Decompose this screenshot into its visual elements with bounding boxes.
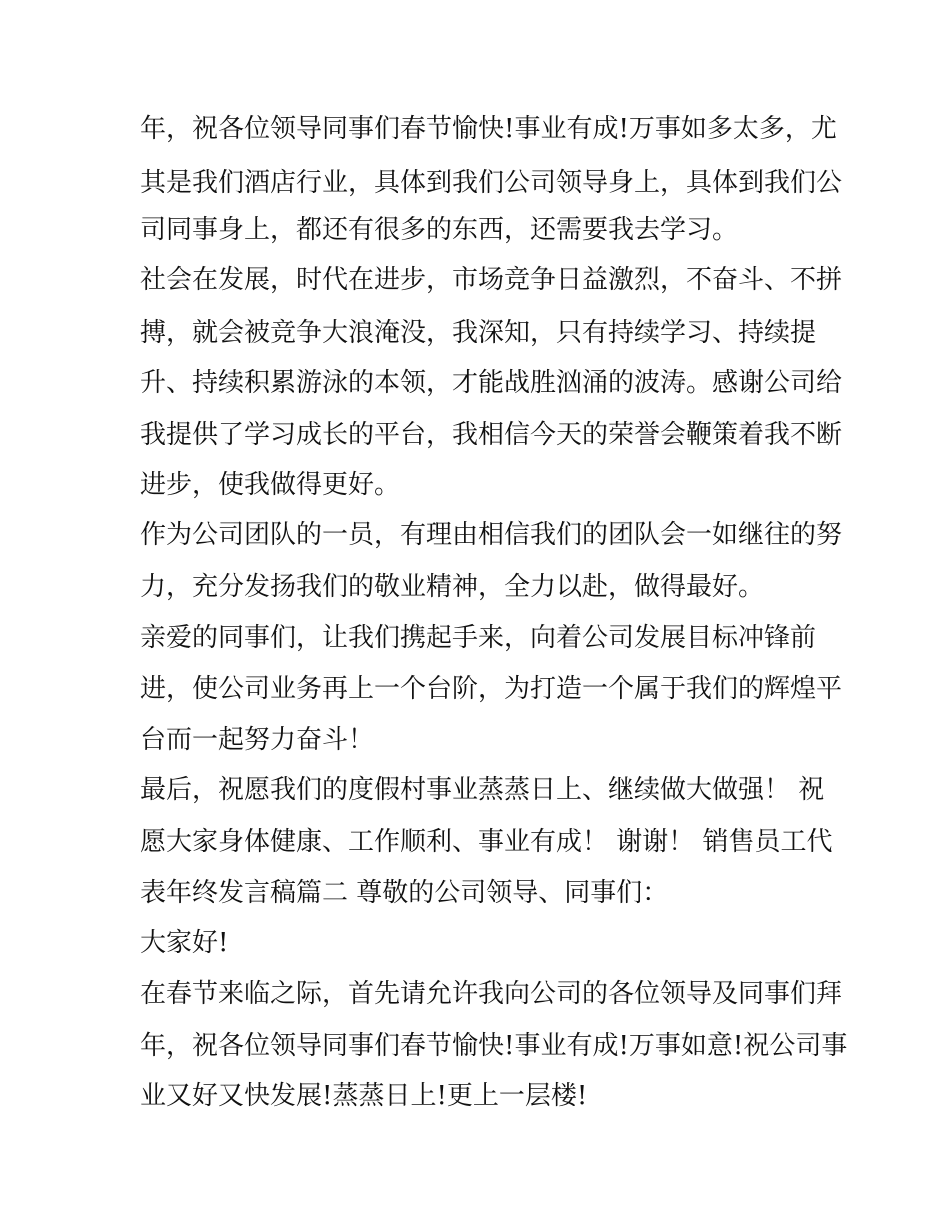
- text-line: 进步，使我做得更好。: [140, 470, 401, 500]
- text-line: 愿大家身体健康、工作顺利、事业有成！ 谢谢！ 销售员工代: [140, 827, 833, 857]
- text-line: 我提供了学习成长的平台，我相信今天的荣誉会鞭策着我不断: [140, 420, 843, 450]
- text-line: 升、持续积累游泳的本领，才能战胜汹涌的波涛。感谢公司给: [140, 368, 843, 398]
- text-line: 最后，祝愿我们的度假村事业蒸蒸日上、继续做大做强！ 祝: [140, 775, 825, 805]
- text-line: 亲爱的同事们，让我们携起手来，向着公司发展目标冲锋前: [140, 623, 817, 653]
- text-line: 在春节来临之际，首先请允许我向公司的各位领导及同事们拜: [140, 979, 843, 1009]
- text-line: 力，充分发扬我们的敬业精神，全力以赴，做得最好。: [140, 572, 765, 602]
- text-line: 作为公司团队的一员，有理由相信我们的团队会一如继往的努: [140, 520, 843, 550]
- text-line: 搏，就会被竞争大浪淹没，我深知，只有持续学习、持续提: [140, 318, 817, 348]
- text-line: 大家好!: [140, 928, 229, 958]
- text-line: 进，使公司业务再上一个台阶，为打造一个属于我们的辉煌平: [140, 674, 843, 704]
- text-line: 年，祝各位领导同事们春节愉快!事业有成!万事如多太多，尤: [140, 114, 837, 144]
- text-line: 表年终发言稿篇二 尊敬的公司领导、同事们：: [140, 878, 669, 908]
- text-line: 台而一起努力奋斗！: [140, 725, 375, 755]
- text-line: 社会在发展，时代在进步，市场竞争日益激烈，不奋斗、不拼: [140, 265, 843, 295]
- text-line: 司同事身上，都还有很多的东西，还需要我去学习。: [140, 215, 739, 245]
- text-line: 年，祝各位领导同事们春节愉快!事业有成!万事如意!祝公司事: [140, 1031, 848, 1061]
- text-line: 业又好又快发展!蒸蒸日上!更上一层楼!: [140, 1081, 588, 1111]
- text-line: 其是我们酒店行业，具体到我们公司领导身上，具体到我们公: [140, 168, 843, 198]
